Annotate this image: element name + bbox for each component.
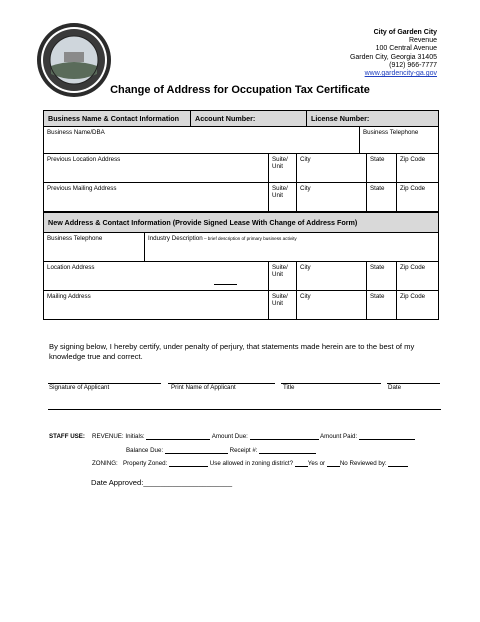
yes-label: Yes [307, 460, 318, 467]
business-name-row [44, 127, 438, 154]
city-state-zip: Garden City, Georgia 31405 [349, 53, 437, 61]
use-allowed-label: Use allowed in zoning district? [209, 460, 294, 467]
zip-field[interactable]: Zip Code [400, 185, 426, 192]
city-field[interactable]: City [297, 262, 367, 290]
location-address-label: Location Address [47, 264, 95, 271]
print-name-label: Print Name of Applicant [171, 384, 236, 391]
property-zoned-label: Property Zoned: [122, 460, 168, 467]
business-telephone-field[interactable]: Business Telephone [363, 129, 419, 136]
previous-location-row [44, 154, 438, 183]
suite-field[interactable]: Suite/ Unit [269, 262, 297, 290]
certification-statement: By signing below, I hereby certify, under penalty of perjury, that statements made herein are to the best of my knowledge true and correct. [49, 342, 415, 361]
date-label: Date [388, 384, 402, 391]
section-new-address-header [44, 212, 438, 233]
industry-description-field[interactable] [145, 233, 438, 261]
zoning-label: ZONING: [92, 460, 118, 467]
org-address [350, 29, 437, 78]
state-field[interactable]: State [367, 291, 397, 319]
no-label: No [339, 460, 348, 467]
stray-underline [214, 284, 237, 285]
address-form-table [43, 110, 439, 320]
amount-paid-label: Amount Paid: [320, 433, 358, 440]
reviewed-by-label: Reviewed by: [349, 460, 387, 467]
city-field[interactable]: City [297, 291, 367, 319]
street: 100 Central Avenue [375, 45, 437, 53]
department: Revenue [408, 37, 437, 45]
suite-field[interactable]: Suite/ Unit [269, 183, 297, 211]
section-business-info-header [44, 111, 438, 127]
website-link[interactable]: www.gardencity-ga.gov [364, 70, 437, 78]
state-field[interactable]: State [367, 183, 397, 211]
mailing-address-row [44, 291, 438, 319]
state-field[interactable]: State [367, 154, 397, 182]
or-label: or [319, 460, 326, 467]
amount-paid-field[interactable] [359, 433, 415, 440]
suite-field[interactable]: Suite/ Unit [269, 291, 297, 319]
initials-label: Initials: [125, 433, 145, 440]
city-field[interactable]: City [297, 183, 367, 211]
zoning-line [92, 460, 408, 467]
signature-label: Signature of Applicant [49, 384, 110, 391]
receipt-label: Receipt #: [229, 447, 258, 454]
previous-location-field[interactable]: Previous Location Address [44, 154, 269, 182]
balance-due-field[interactable] [165, 447, 228, 454]
business-info-heading: Business Name & Contact Information [44, 111, 191, 126]
location-address-row [44, 262, 438, 291]
city-name: City of Garden City [373, 29, 437, 36]
new-telephone-row [44, 233, 438, 262]
zip-field[interactable]: Zip Code [400, 156, 426, 163]
industry-description-note: – brief description of primary business activity [202, 236, 297, 241]
mailing-address-field[interactable]: Mailing Address [44, 291, 269, 319]
zip-field[interactable]: Zip Code [400, 264, 426, 271]
new-address-heading: New Address & Contact Information (Provide Signed Lease With Change of Address Form) [48, 218, 358, 227]
receipt-field[interactable] [259, 447, 316, 454]
business-name-field[interactable]: Business Name/DBA [44, 127, 360, 153]
no-field[interactable] [327, 460, 340, 467]
industry-description-label: Industry Description [148, 235, 203, 242]
phone: (912) 966-7777 [389, 61, 437, 69]
location-address-field[interactable] [44, 262, 269, 290]
account-number-field[interactable]: Account Number: [191, 111, 307, 126]
new-business-telephone-field[interactable]: Business Telephone [44, 233, 145, 261]
zip-field[interactable]: Zip Code [400, 293, 426, 300]
city-field[interactable]: City [297, 154, 367, 182]
separator-line [48, 409, 441, 410]
form-title: Change of Address for Occupation Tax Certificate [110, 84, 370, 96]
state-field[interactable]: State [367, 262, 397, 290]
title-line[interactable] [281, 383, 381, 384]
amount-due-field[interactable] [250, 433, 319, 440]
previous-mailing-field[interactable]: Previous Mailing Address [44, 183, 269, 211]
reviewed-by-field[interactable] [388, 460, 408, 467]
amount-due-label: Amount Due: [211, 433, 248, 440]
yes-field[interactable] [295, 460, 308, 467]
suite-field[interactable]: Suite/ Unit [269, 154, 297, 182]
title-label: Title [283, 384, 295, 391]
revenue-line [92, 433, 415, 440]
previous-mailing-row [44, 183, 438, 212]
revenue-label: REVENUE: [92, 433, 124, 440]
property-zoned-field[interactable] [169, 460, 208, 467]
initials-field[interactable] [146, 433, 210, 440]
staff-use-label [49, 433, 85, 440]
staff-use-heading: STAFF USE: [49, 433, 85, 440]
date-approved[interactable]: Date Approved:_____________________ [91, 478, 233, 487]
license-number-field[interactable]: License Number: [311, 114, 370, 123]
balance-line [126, 447, 316, 454]
balance-due-label: Balance Due: [126, 447, 164, 454]
